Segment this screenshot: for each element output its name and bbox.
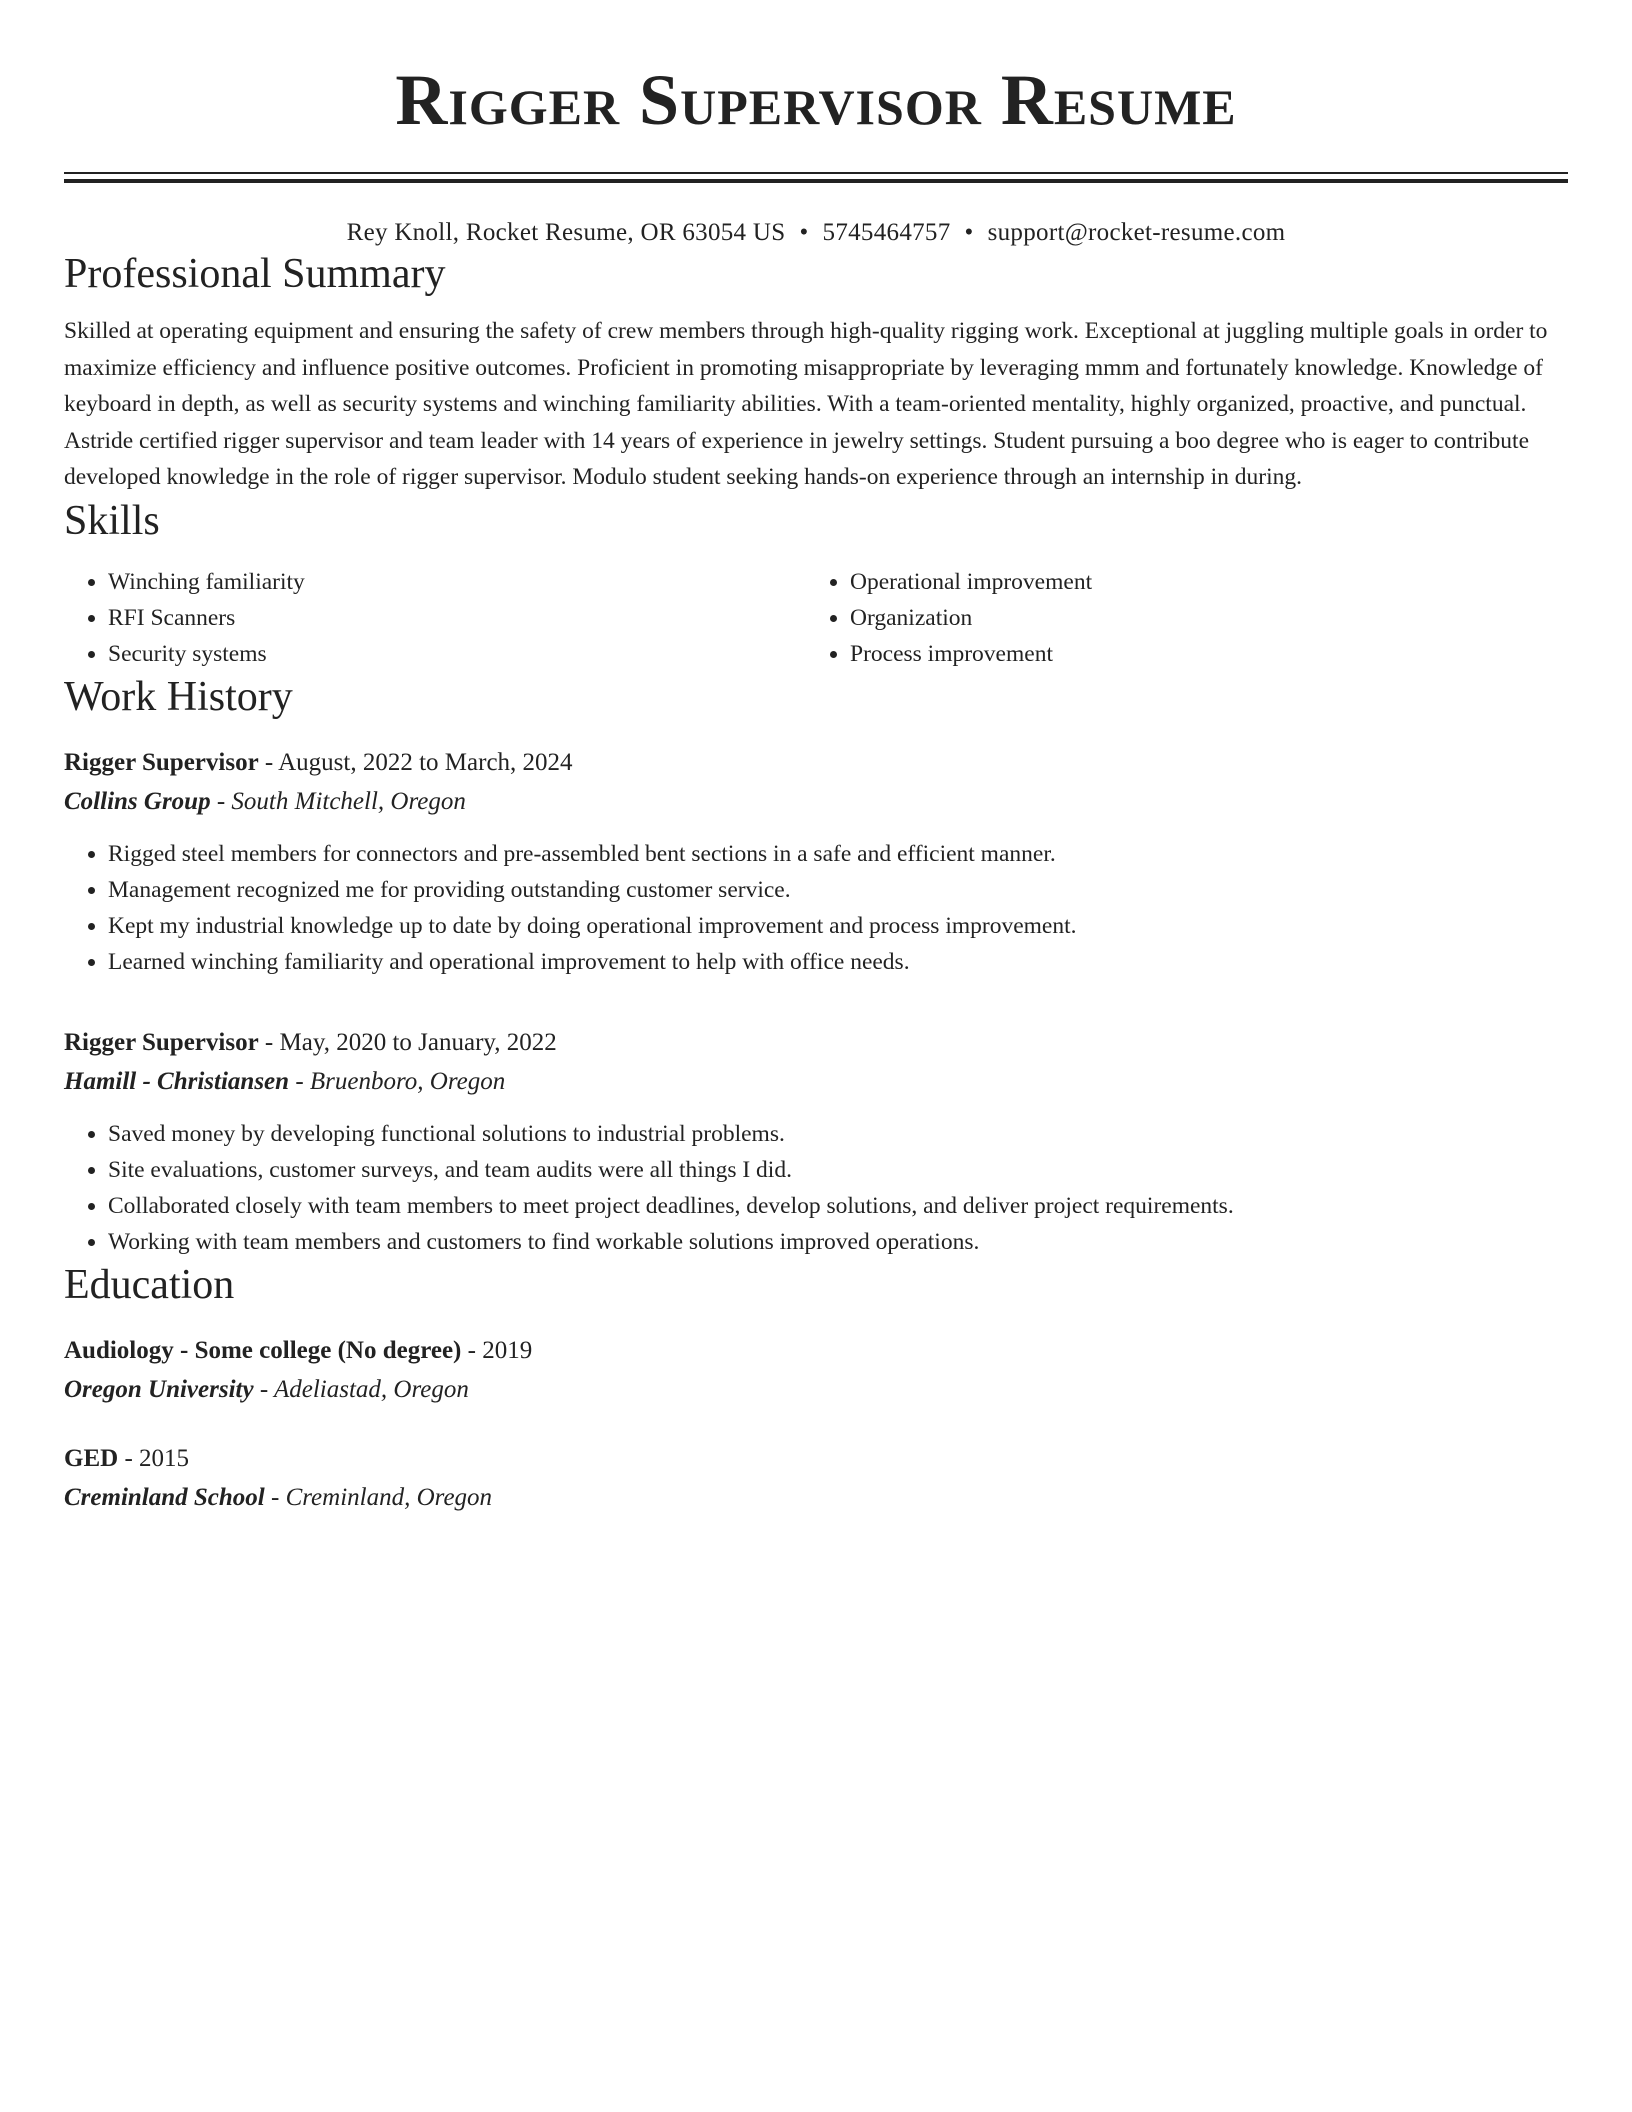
skills-column-left <box>64 564 806 672</box>
job-duty: • Kept my industrial knowledge up to date by doing operational improvement and process improvement. <box>108 908 1568 944</box>
skills-column-right <box>806 564 1568 672</box>
job-dates: - May, 2020 to January, 2022 <box>258 1028 557 1056</box>
job-title-line <box>64 1024 1568 1062</box>
job-duty: • Site evaluations, customer surveys, and team audits were all things I did. <box>108 1152 1568 1188</box>
job-location: - Bruenboro, Oregon <box>289 1067 506 1095</box>
job-company: Hamill - Christiansen <box>64 1067 290 1095</box>
education-entry <box>64 1440 1568 1518</box>
skill-item: • Organization <box>850 600 1568 636</box>
skill-item: • Process improvement <box>850 636 1568 672</box>
education-degree-line <box>64 1332 1568 1370</box>
job-duty: • Management recognized me for providing outstanding customer service. <box>108 872 1568 908</box>
education-school-line <box>64 1478 1568 1518</box>
skills-heading: Skills <box>64 497 160 544</box>
title-divider-thin <box>64 172 1568 174</box>
education-location: - Adeliastad, Oregon <box>253 1375 469 1403</box>
skill-item: • RFI Scanners <box>108 600 806 636</box>
work-history-heading: Work History <box>64 673 293 720</box>
job-company: Collins Group <box>64 787 211 815</box>
education-degree-line <box>64 1440 1568 1478</box>
contact-separator: • <box>964 219 974 246</box>
job-duties <box>64 836 1568 980</box>
job-duty: • Working with team members and customers to find workable solutions improved operations. <box>108 1224 1568 1260</box>
skill-item: • Winching familiarity <box>108 564 806 600</box>
contact-email: support@rocket-resume.com <box>987 219 1286 246</box>
skill-item: • Operational improvement <box>850 564 1568 600</box>
contact-phone: 5745464757 <box>822 219 951 246</box>
education-heading: Education <box>64 1261 235 1308</box>
skills-list <box>64 564 1568 672</box>
job-duties <box>64 1116 1568 1260</box>
education-degree: GED <box>64 1444 119 1472</box>
job-duty: • Collaborated closely with team members to meet project deadlines, develop solutions, and deliver project requirements. <box>108 1188 1568 1224</box>
contact-separator: • <box>799 219 809 246</box>
summary-heading: Professional Summary <box>64 251 446 297</box>
resume-title: Rigger Supervisor Resume <box>395 60 1237 140</box>
education-location: - Creminland, Oregon <box>264 1483 493 1511</box>
job-dates: - August, 2022 to March, 2024 <box>258 748 573 776</box>
education-school: Oregon University <box>64 1375 254 1403</box>
contact-line <box>64 217 1568 249</box>
contact-address: Rey Knoll, Rocket Resume, OR 63054 US <box>346 219 786 246</box>
job-entry <box>64 744 1568 980</box>
education-school-line <box>64 1370 1568 1410</box>
job-role: Rigger Supervisor <box>64 748 259 776</box>
job-duty: • Learned winching familiarity and operational improvement to help with office needs. <box>108 944 1568 980</box>
title-divider-thick <box>64 179 1568 183</box>
summary-text: Skilled at operating equipment and ensuring the safety of crew members through high-quality rigging work. Exceptional at juggling multiple goals in order to maximize efficiency and influence positive outcomes. Proficient in promoting misappropriate by leveraging mmm and fortunately knowledge. Knowledge of keyboard in depth, as well as security systems and winching familiarity abilities. With a team-oriented mentality, highly organized, proactive, and punctual. Astride certified rigger supervisor and team leader with 14 years of experience in jewelry settings. Student pursuing a boo degree who is eager to contribute developed knowledge in the role of rigger supervisor. Modulo student seeking hands-on experience through an internship in during. <box>64 318 1548 490</box>
job-entry <box>64 1024 1568 1260</box>
education-year: - 2015 <box>118 1444 190 1472</box>
education-entry <box>64 1332 1568 1410</box>
education-year: - 2019 <box>461 1336 533 1364</box>
job-location: - South Mitchell, Oregon <box>210 787 466 815</box>
job-role: Rigger Supervisor <box>64 1028 259 1056</box>
job-company-line <box>64 1062 1568 1102</box>
job-duty: • Rigged steel members for connectors and pre-assembled bent sections in a safe and efficient manner. <box>108 836 1568 872</box>
job-title-line <box>64 744 1568 782</box>
job-company-line <box>64 782 1568 822</box>
skill-item: • Security systems <box>108 636 806 672</box>
job-duty: • Saved money by developing functional solutions to industrial problems. <box>108 1116 1568 1152</box>
education-degree: Audiology - Some college (No degree) <box>64 1336 462 1364</box>
education-school: Creminland School <box>64 1483 265 1511</box>
